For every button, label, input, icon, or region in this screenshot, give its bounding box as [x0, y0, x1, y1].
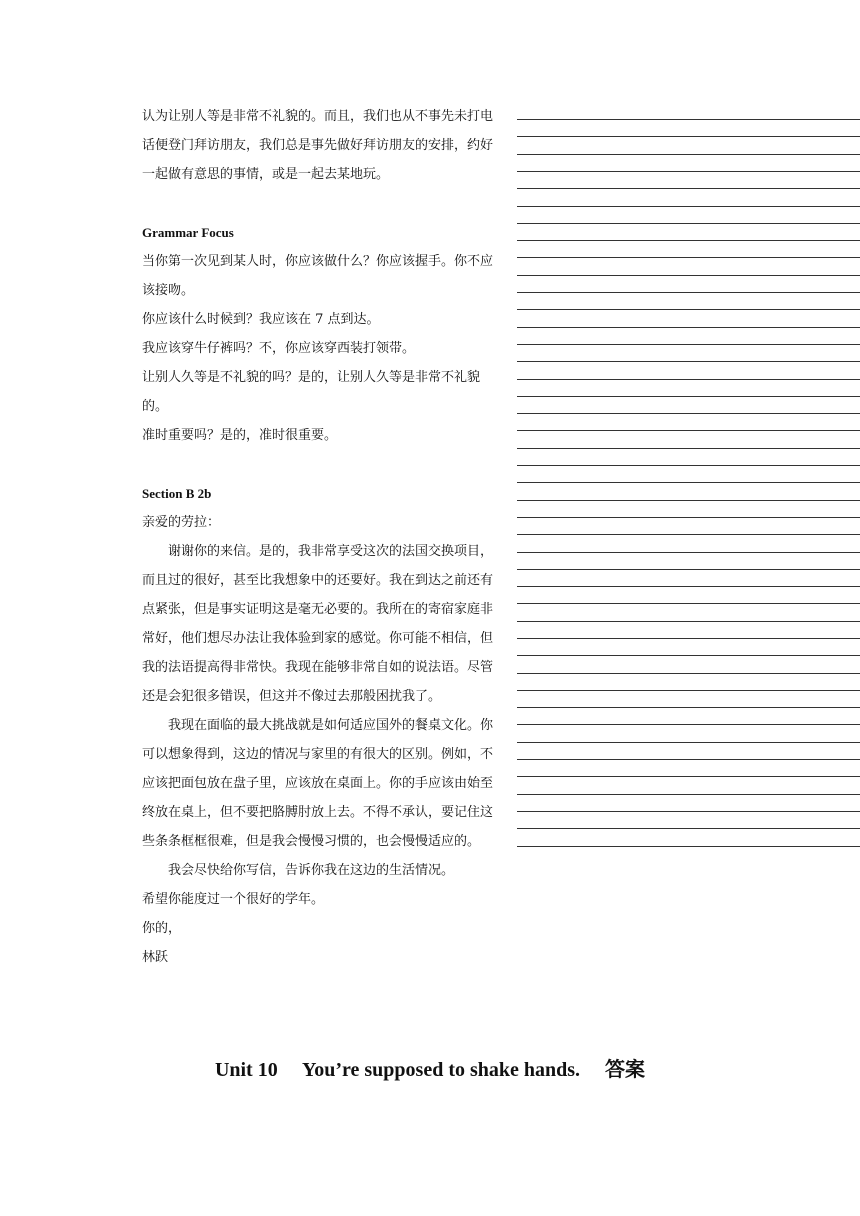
- section-b-heading: Section B 2b: [142, 486, 212, 501]
- note-line: [517, 846, 860, 847]
- note-line: [517, 690, 860, 691]
- grammar-line: 我应该穿牛仔裤吗？不，你应该穿西装打领带。: [142, 341, 416, 356]
- letter-signoff: 你的，: [142, 921, 182, 936]
- note-line: [517, 136, 860, 137]
- note-line: [517, 794, 860, 795]
- note-line: [517, 188, 860, 189]
- note-line: [517, 448, 860, 449]
- grammar-line: 准时重要吗？是的，准时很重要。: [142, 428, 338, 443]
- note-line: [517, 240, 860, 241]
- note-line: [517, 500, 860, 501]
- note-line: [517, 724, 860, 725]
- grammar-line: 你应该什么时候到？我应该在 7 点到达。: [142, 312, 380, 327]
- note-line: [517, 638, 860, 639]
- note-line: [517, 673, 860, 674]
- note-line: [517, 154, 860, 155]
- note-line: [517, 603, 860, 604]
- note-lines-area: [517, 0, 860, 1216]
- grammar-line: 当你第一次见到某人时，你应该做什么？你应该握手。你不应该接吻。: [142, 254, 494, 298]
- note-line: [517, 206, 860, 207]
- note-line: [517, 361, 860, 362]
- note-line: [517, 828, 860, 829]
- letter-paragraph: 我会尽快给你写信，告诉你我在这边的生活情况。: [168, 863, 455, 878]
- note-line: [517, 379, 860, 380]
- unit-answer-title: Unit 10 You’re supposed to shake hands. 答案: [214, 1059, 646, 1081]
- note-line: [517, 430, 860, 431]
- note-line: [517, 275, 860, 276]
- paragraph-top: 认为让别人等是非常不礼貌的。而且，我们也从不事先未打电话便登门拜访朋友，我们总是事先做好拜访朋友的安排，约好一起做有意思的事情，或是一起去某地玩。: [142, 109, 494, 182]
- note-line: [517, 413, 860, 414]
- note-line: [517, 655, 860, 656]
- note-line: [517, 257, 860, 258]
- note-line: [517, 776, 860, 777]
- note-line: [517, 621, 860, 622]
- note-line: [517, 569, 860, 570]
- note-line: [517, 534, 860, 535]
- note-line: [517, 309, 860, 310]
- note-line: [517, 742, 860, 743]
- note-line: [517, 811, 860, 812]
- letter-paragraph: 谢谢你的来信。是的，我非常享受这次的法国交换项目，而且过的很好，甚至比我想象中的还要好。我在到达之前还有点紧张，但是事实证明这是毫无必要的。我所在的寄宿家庭非常好，他们想尽办法让我体验到家的感觉。你可能不相信，但我的法语提高得非常快。我现在能够非常自如的说法语。尽管还是会犯很多错误，但这并不像过去那般困扰我了。: [142, 544, 494, 704]
- note-line: [517, 482, 860, 483]
- note-line: [517, 707, 860, 708]
- note-line: [517, 396, 860, 397]
- letter-paragraph: 我现在面临的最大挑战就是如何适应国外的餐桌文化。你可以想象得到，这边的情况与家里的有很大的区别。例如，不应该把面包放在盘子里，应该放在桌面上。你的手应该由始至终放在桌上，但不要把胳膊肘放上去。不得不承认，要记住这些条条框框很难，但是我会慢慢习惯的，也会慢慢适应的。: [142, 718, 494, 849]
- note-line: [517, 119, 860, 120]
- note-line: [517, 327, 860, 328]
- note-line: [517, 552, 860, 553]
- grammar-line: 让别人久等是不礼貌的吗？是的，让别人久等是非常不礼貌的。: [142, 370, 481, 414]
- main-text-column: [142, 102, 504, 972]
- letter-signature: 林跃: [142, 950, 169, 965]
- note-line: [517, 465, 860, 466]
- note-line: [517, 586, 860, 587]
- grammar-focus-heading: Grammar Focus: [142, 225, 234, 240]
- note-line: [517, 171, 860, 172]
- letter-salutation: 亲爱的劳拉：: [142, 515, 221, 530]
- note-line: [517, 759, 860, 760]
- note-line: [517, 223, 860, 224]
- letter-closing-line: 希望你能度过一个很好的学年。: [142, 892, 325, 907]
- note-line: [517, 344, 860, 345]
- note-line: [517, 517, 860, 518]
- note-line: [517, 292, 860, 293]
